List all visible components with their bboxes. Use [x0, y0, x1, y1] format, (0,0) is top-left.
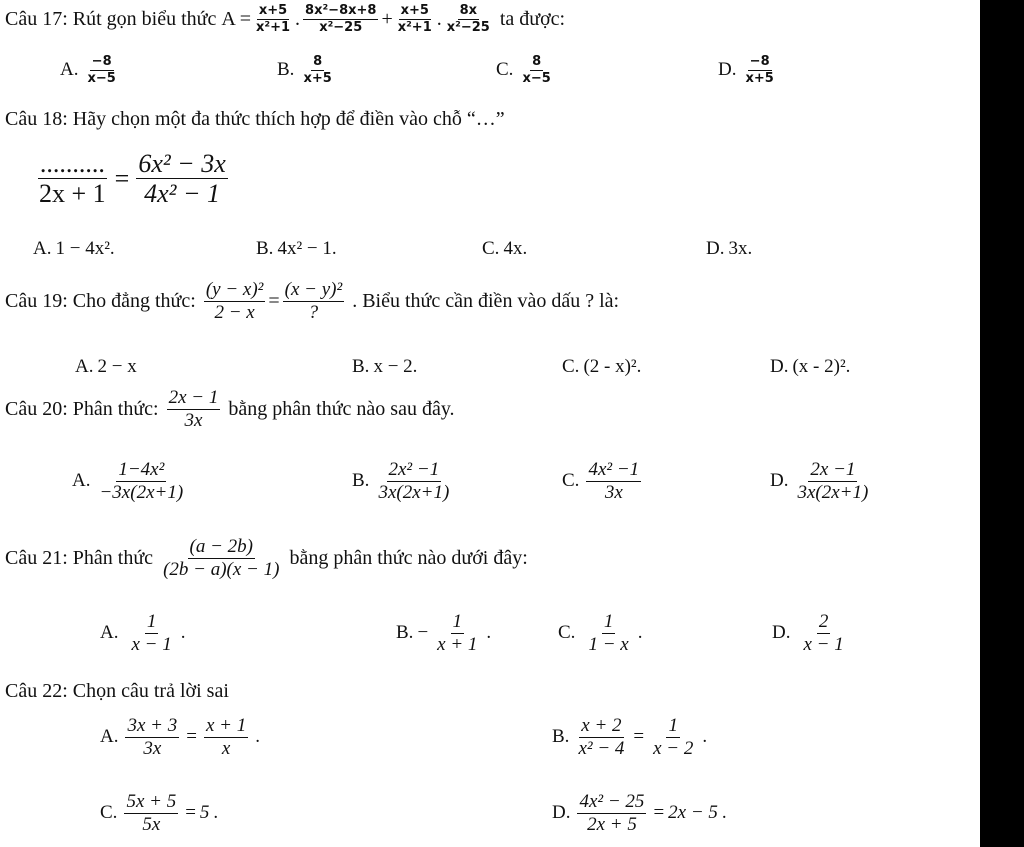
fraction: $\frac{x+5}{\text{x²+1}}$ — [397, 3, 432, 35]
end-mark: . — [702, 726, 708, 748]
equals-sign: = — [268, 289, 280, 312]
option-text: 3x. — [728, 238, 753, 259]
option-c[interactable] — [100, 792, 218, 835]
question-label: Câu 21: — [5, 546, 68, 569]
equals-sign: = — [653, 802, 665, 824]
option-c[interactable] — [562, 460, 644, 503]
dot-operator: . — [436, 7, 442, 30]
option-letter: B. — [277, 59, 295, 81]
fraction: $\frac{1}{x + 1}$ — [437, 611, 478, 655]
option-letter: B. — [352, 470, 370, 492]
option-letter: C. — [100, 802, 118, 824]
option-a[interactable] — [100, 612, 186, 655]
fraction: $\frac{\text{(x − y)²}}{?}$ — [284, 279, 343, 323]
fraction: $\frac{1}{1 - x}$ — [588, 611, 629, 655]
fraction: $\frac{\text{(y − x)²}}{2 - x}$ — [205, 279, 264, 323]
option-letter: A. — [33, 238, 52, 259]
option-letter: D. — [706, 238, 725, 259]
end-mark: . — [213, 802, 219, 824]
option-text: 4x² − 1. — [277, 238, 337, 259]
question-tail: bằng phân thức nào dưới đây: — [289, 546, 528, 569]
equals-sign: = — [633, 726, 645, 748]
option-letter: A. — [72, 470, 91, 492]
option-text: x − 2. — [373, 356, 418, 377]
option-letter: D. — [770, 356, 789, 377]
option-letter: B. — [396, 622, 414, 644]
option-letter: C. — [562, 470, 580, 492]
option-b[interactable] — [256, 238, 337, 260]
option-letter: C. — [562, 356, 580, 377]
question-text: Chọn câu trả lời sai — [72, 680, 229, 702]
question-18 — [5, 108, 505, 131]
option-c[interactable] — [496, 55, 556, 85]
end-mark: . — [486, 622, 492, 644]
fraction: $\frac{1}{x - 1}$ — [131, 611, 172, 655]
rhs-text: 5 — [199, 802, 210, 824]
fraction: $\frac{2}{x - 1}$ — [803, 611, 844, 655]
fraction: $\frac{8x}{\text{x²−25}}$ — [446, 3, 490, 35]
end-mark: . — [637, 622, 643, 644]
equals-sign: = — [185, 802, 196, 824]
expr-lhs: A = — [221, 7, 252, 30]
fraction: $\frac{x+5}{\text{x²+1}}$ — [256, 3, 291, 35]
option-c[interactable] — [562, 356, 641, 378]
question-label: Câu 20: — [5, 397, 68, 420]
option-d[interactable] — [770, 356, 850, 378]
option-letter: A. — [60, 59, 79, 81]
question-tail: ta được: — [499, 7, 566, 30]
question-label: Câu 19: — [5, 289, 68, 312]
fraction: $\frac{..........}{2x + 1}$ — [39, 149, 106, 209]
option-d[interactable] — [772, 612, 853, 655]
fraction: $\frac{\text{1−4x²}}{-3x(2x+1)}$ — [99, 459, 184, 503]
option-letter: D. — [718, 59, 737, 81]
option-letter: A. — [100, 726, 119, 748]
fraction: $\frac{-8}{x+5}$ — [745, 54, 774, 86]
option-d[interactable] — [718, 55, 779, 85]
option-a[interactable] — [60, 55, 121, 85]
fraction: $\frac{1}{x - 2}$ — [653, 715, 694, 759]
option-d[interactable] — [552, 792, 727, 835]
option-c[interactable] — [558, 612, 642, 655]
question-text: Phân thức: — [72, 397, 159, 420]
question-label: Câu 22: — [5, 680, 68, 702]
option-a[interactable] — [100, 716, 260, 759]
option-letter: D. — [770, 470, 789, 492]
fraction: $\frac{x + 1}{x}$ — [205, 715, 247, 759]
option-letter: C. — [496, 59, 514, 81]
fraction: $\frac{-8}{x-5}$ — [87, 54, 116, 86]
fraction: $\frac{5x + 5}{5x}$ — [126, 791, 177, 835]
fraction: $\frac{(a - 2b)}{(2b - a)(x - 1)}$ — [163, 536, 280, 580]
question-text: Phân thức — [72, 546, 154, 569]
fraction: $\frac{8}{x-5}$ — [522, 54, 551, 86]
option-b[interactable] — [552, 716, 707, 759]
option-text: (2 - x)². — [583, 356, 642, 377]
fraction: $\frac{\text{4x² −1}}{3x}$ — [588, 459, 640, 503]
fraction: $\frac{3x + 3}{3x}$ — [127, 715, 178, 759]
dot-operator: . — [295, 7, 301, 30]
option-c[interactable] — [482, 238, 527, 260]
fraction: $\frac{\text{8x²−8x+8}}{\text{x²−25}}$ — [305, 3, 377, 35]
fraction: $\frac{8}{x+5}$ — [303, 54, 332, 86]
question-text: Cho đẳng thức: — [72, 289, 196, 312]
question-19 — [5, 280, 619, 323]
fraction: $\frac{\text{4x² − 25}}{2x + 5}$ — [579, 791, 645, 835]
question-17 — [5, 4, 565, 34]
option-b[interactable] — [352, 460, 454, 503]
option-text: (x - 2)². — [792, 356, 851, 377]
option-letter: C. — [482, 238, 500, 259]
question-tail: bằng phân thức nào sau đây. — [228, 397, 455, 420]
question-tail: . Biểu thức cần điền vào dấu ? là: — [352, 289, 620, 312]
rhs-text: 2x − 5 — [668, 802, 718, 824]
option-letter: B. — [552, 726, 570, 748]
question-label: Câu 18: — [5, 108, 68, 130]
option-letter: D. — [552, 802, 571, 824]
option-b[interactable] — [277, 55, 337, 85]
option-b[interactable] — [396, 612, 491, 655]
option-letter: D. — [772, 622, 791, 644]
option-a[interactable] — [75, 356, 137, 378]
option-text: 1 − 4x². — [55, 238, 115, 259]
question-label: Câu 17: — [5, 7, 68, 30]
question-21 — [5, 537, 528, 580]
option-text: 4x. — [503, 238, 528, 259]
fraction: $\frac{x + 2}{\text{x² − 4}}$ — [578, 715, 625, 759]
equation — [34, 150, 231, 208]
question-20 — [5, 388, 455, 431]
option-letter: B. — [256, 238, 274, 259]
option-a[interactable] — [72, 460, 188, 503]
equals-sign: = — [186, 726, 197, 748]
question-22 — [5, 680, 229, 703]
end-mark: . — [180, 622, 186, 644]
option-letter: A. — [100, 622, 119, 644]
option-a[interactable] — [33, 238, 115, 260]
end-mark: . — [721, 802, 727, 824]
question-text: Hãy chọn một đa thức thích hợp để điền vào chỗ “…” — [72, 108, 505, 130]
end-mark: . — [255, 726, 260, 748]
fraction: $\frac{2x -1}{3x(2x+1)}$ — [797, 459, 869, 503]
equals-sign: = — [114, 163, 130, 193]
option-letter: C. — [558, 622, 576, 644]
plus-operator: + — [381, 7, 393, 30]
option-letter: B. — [352, 356, 370, 377]
fraction: $\frac{\text{6x² − 3x}}{\text{4x² − 1}}$ — [138, 149, 226, 209]
option-d[interactable] — [706, 238, 752, 260]
option-letter: A. — [75, 356, 94, 377]
option-text: 2 − x — [97, 356, 137, 377]
question-text: Rút gọn biểu thức — [72, 7, 217, 30]
option-b[interactable] — [352, 356, 417, 378]
fraction: $\frac{\text{2x² −1}}{3x(2x+1)}$ — [378, 459, 450, 503]
option-d[interactable] — [770, 460, 873, 503]
right-black-border — [980, 0, 1024, 847]
sign: − — [417, 622, 429, 644]
fraction: $\frac{2x - 1}{3x}$ — [168, 387, 219, 431]
